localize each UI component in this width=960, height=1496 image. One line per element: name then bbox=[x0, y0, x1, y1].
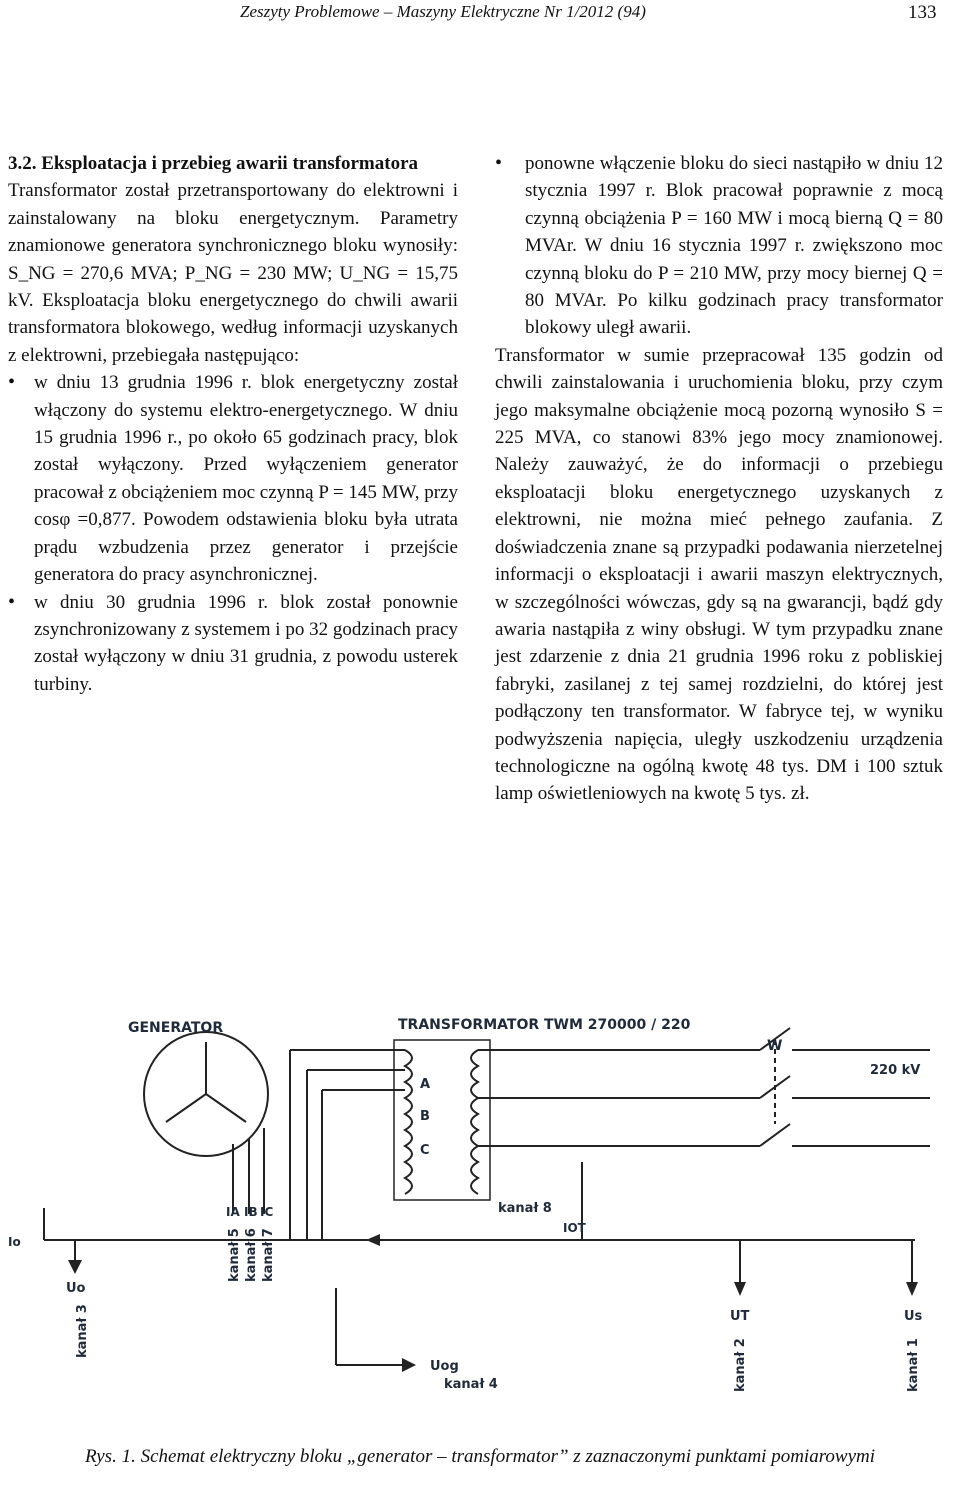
events-list-left bbox=[8, 369, 458, 698]
i-zero-label: Io bbox=[8, 1235, 21, 1249]
switch-label: W bbox=[767, 1038, 783, 1054]
phase-c-label: C bbox=[420, 1143, 430, 1158]
rated-parameters: S_NG = 270,6 MVA; P_NG = 230 MW; U_NG = 15,75 kV. bbox=[8, 262, 458, 312]
list-item: • w dniu 13 grudnia 1996 r. blok energetyczny został włączony do systemu elektro-energetycznego. W dniu 15 grudnia 1996 r., po około 65 godzinach pracy, blok został wyłączony. Przed wyłączeniem generator pracował z obciążeniem moc czynną P = 145 MW, przy cosφ =0,877. Powodem odstawienia bloku była utrata prądu wzbudzenia przez generator i przejście generatora do pracy asynchronicznej. bbox=[8, 369, 458, 588]
current-c-label: IC bbox=[260, 1205, 274, 1219]
kanal1-label: kanał 1 bbox=[906, 1338, 921, 1392]
intro-paragraph bbox=[8, 177, 458, 369]
u-s-label: Us bbox=[904, 1309, 923, 1324]
kanal6-label: kanał 6 bbox=[244, 1228, 259, 1282]
u-t-label: UT bbox=[730, 1309, 750, 1324]
u-zero-label: Uo bbox=[66, 1281, 86, 1296]
kanal7-label: kanał 7 bbox=[261, 1228, 276, 1282]
list-item: • ponowne włączenie bloku do sieci nastąpiło w dniu 12 stycznia 1997 r. Blok pracował poprawnie z mocą czynną obciążenia P = 160 MW i mocą bierną Q = 80 MVAr. W dniu 16 stycznia 1997 r. zwiększono moc czynną bloku do P = 210 MW, przy mocy biernej Q = 80 MVAr. Po kilku godzinach pracy transformator blokowy uległ awarii. bbox=[495, 150, 943, 342]
kanal2-label: kanał 2 bbox=[733, 1338, 748, 1392]
section-title: 3.2. Eksploatacja i przebieg awarii transformatora bbox=[8, 153, 419, 174]
kanal5-label: kanał 5 bbox=[227, 1228, 242, 1282]
figure-caption: Rys. 1. Schemat elektryczny bloku „generator – transformator” z zaznaczonymi punktami pomiarowymi bbox=[84, 1446, 875, 1467]
i-ot-label: IOT bbox=[563, 1221, 586, 1235]
transformer-label: TRANSFORMATOR TWM 270000 / 220 bbox=[398, 1017, 691, 1033]
phase-b-label: B bbox=[420, 1109, 430, 1124]
intro-text-a: Transformator został przetransportowany do elektrowni i zainstalowany na bloku energetycznym. Parametry znamionowe generatora synchronicznego bloku wynosiły: bbox=[8, 180, 458, 257]
current-b-label: IB bbox=[244, 1205, 258, 1219]
summary-paragraph: Transformator w sumie przepracował 135 godzin od chwili zainstalowania i uruchomienia bloku, przy czym jego maksymalne obciążenie mocą pozorną wynosiło S = 225 MVA, co stanowi 83% jego mocy znamionowej. Należy zauważyć, że do informacji o przebiegu eksploatacji bloku energetycznego uzyskanych z elektrowni, nie można mieć pełnego zaufania. Z doświadczenia znane są przypadki podawania nierzetelnej informacji o eksploatacji i awarii maszyn elektrycznych, w szczególności wówczas, gdy są na gwarancji, bądź gdy awaria nastąpiła z winy obsługi. W tym przypadku znane jest zdarzenie z dnia 21 grudnia 1996 roku z pobliskiej fabryki, zasilanej z tej samej rozdzielni, do której jest podłączony ten transformator. W fabryce tej, w wyniku podwyższenia napięcia, uległy uszkodzeniu urządzenia technologiczne na ogólną kwotę 48 tys. DM i 100 sztuk lamp oświetleniowych na kwotę 5 tys. zł. bbox=[495, 344, 943, 805]
intro-text-b: Eksploatacja bloku energetycznego do chwili awarii transformatora blokowego, według informacji uzyskanych z elektrowni, przebiegała następująco: bbox=[8, 290, 458, 366]
phase-a-label: A bbox=[420, 1077, 431, 1092]
right-column bbox=[495, 150, 943, 808]
list-item: • w dniu 30 grudnia 1996 r. blok został ponownie zsynchronizowany z systemem i po 32 godzinach pracy został wyłączony w dniu 31 grudnia, z powodu usterek turbiny. bbox=[8, 589, 458, 699]
kanal3-label: kanał 3 bbox=[75, 1304, 90, 1358]
events-list-right bbox=[495, 150, 943, 342]
current-a-label: IA bbox=[226, 1205, 240, 1219]
page-number: 133 bbox=[908, 2, 937, 23]
kanal8-label: kanał 8 bbox=[498, 1201, 552, 1216]
kanal4-label: kanał 4 bbox=[444, 1377, 498, 1392]
circuit-diagram bbox=[0, 1002, 960, 1412]
journal-header: Zeszyty Problemowe – Maszyny Elektryczne Nr 1/2012 (94) bbox=[240, 2, 646, 21]
measurement-arrows bbox=[68, 1234, 918, 1372]
left-column bbox=[8, 150, 458, 698]
u-og-label: Uog bbox=[430, 1359, 459, 1374]
generator-label: GENERATOR bbox=[128, 1020, 224, 1036]
grid-voltage-label: 220 kV bbox=[870, 1063, 921, 1078]
circuit-diagram-svg bbox=[0, 1002, 960, 1412]
